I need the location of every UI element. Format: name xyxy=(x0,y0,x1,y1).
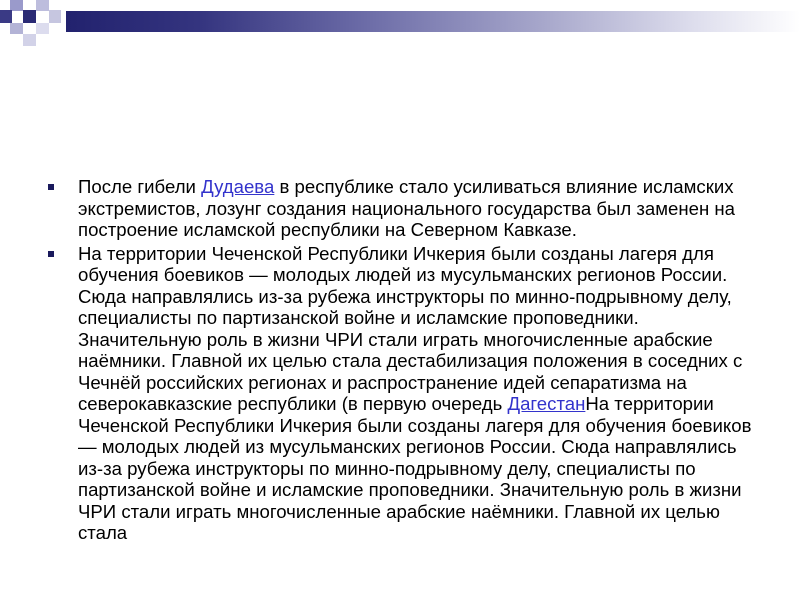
bullet-text: После гибели xyxy=(78,176,202,197)
bullet-item xyxy=(48,243,760,544)
bullet-text: На территории Чеченской Республики Ичкерия были созданы лагеря для обучения боевиков — молодых людей из мусульманских регионов России. Сюда направлялись из-за рубежа инструкторы по минно-подрывному делу, специалисты по партизанской войне и исламские проповедники. Значительную роль в жизни ЧРИ стали играть многочисленные арабские наёмники. Главной их целью стала xyxy=(78,393,752,543)
bullet-text: в республике стало усиливаться влияние исламских экстремистов, лозунг создания национального государства был заменен на построение исламской республики на Северном Кавказе. xyxy=(78,176,736,240)
bullet-text: На территории Чеченской Республики Ичкерия были созданы лагеря для обучения боевиков — молодых людей из мусульманских регионов России. Сюда направлялись из-за рубежа инструкторы по минно-подрывному делу, специалисты по партизанской войне и исламские проповедники. Значительную роль в жизни ЧРИ стали играть многочисленные арабские наёмники. Главной их целью стала дестабилизация положения в соседних с Чечнёй российских регионах и распространение идей сепаратизма на северокавказские республики (в первую очередь xyxy=(78,242,743,414)
slide-content xyxy=(48,176,760,546)
dudaev-link[interactable]: Дудаева xyxy=(201,176,275,197)
corner-square xyxy=(36,0,49,11)
corner-square xyxy=(10,23,23,34)
corner-square xyxy=(23,10,36,23)
title-bar xyxy=(66,11,800,32)
corner-decoration xyxy=(0,0,70,52)
corner-square xyxy=(36,23,49,34)
corner-square xyxy=(23,34,36,46)
corner-square xyxy=(49,10,61,23)
corner-square xyxy=(0,10,12,23)
bullet-item xyxy=(48,176,760,241)
dagestan-link[interactable]: Дагестан xyxy=(507,393,586,414)
bullet-marker xyxy=(48,251,54,257)
bullet-marker xyxy=(48,184,54,190)
